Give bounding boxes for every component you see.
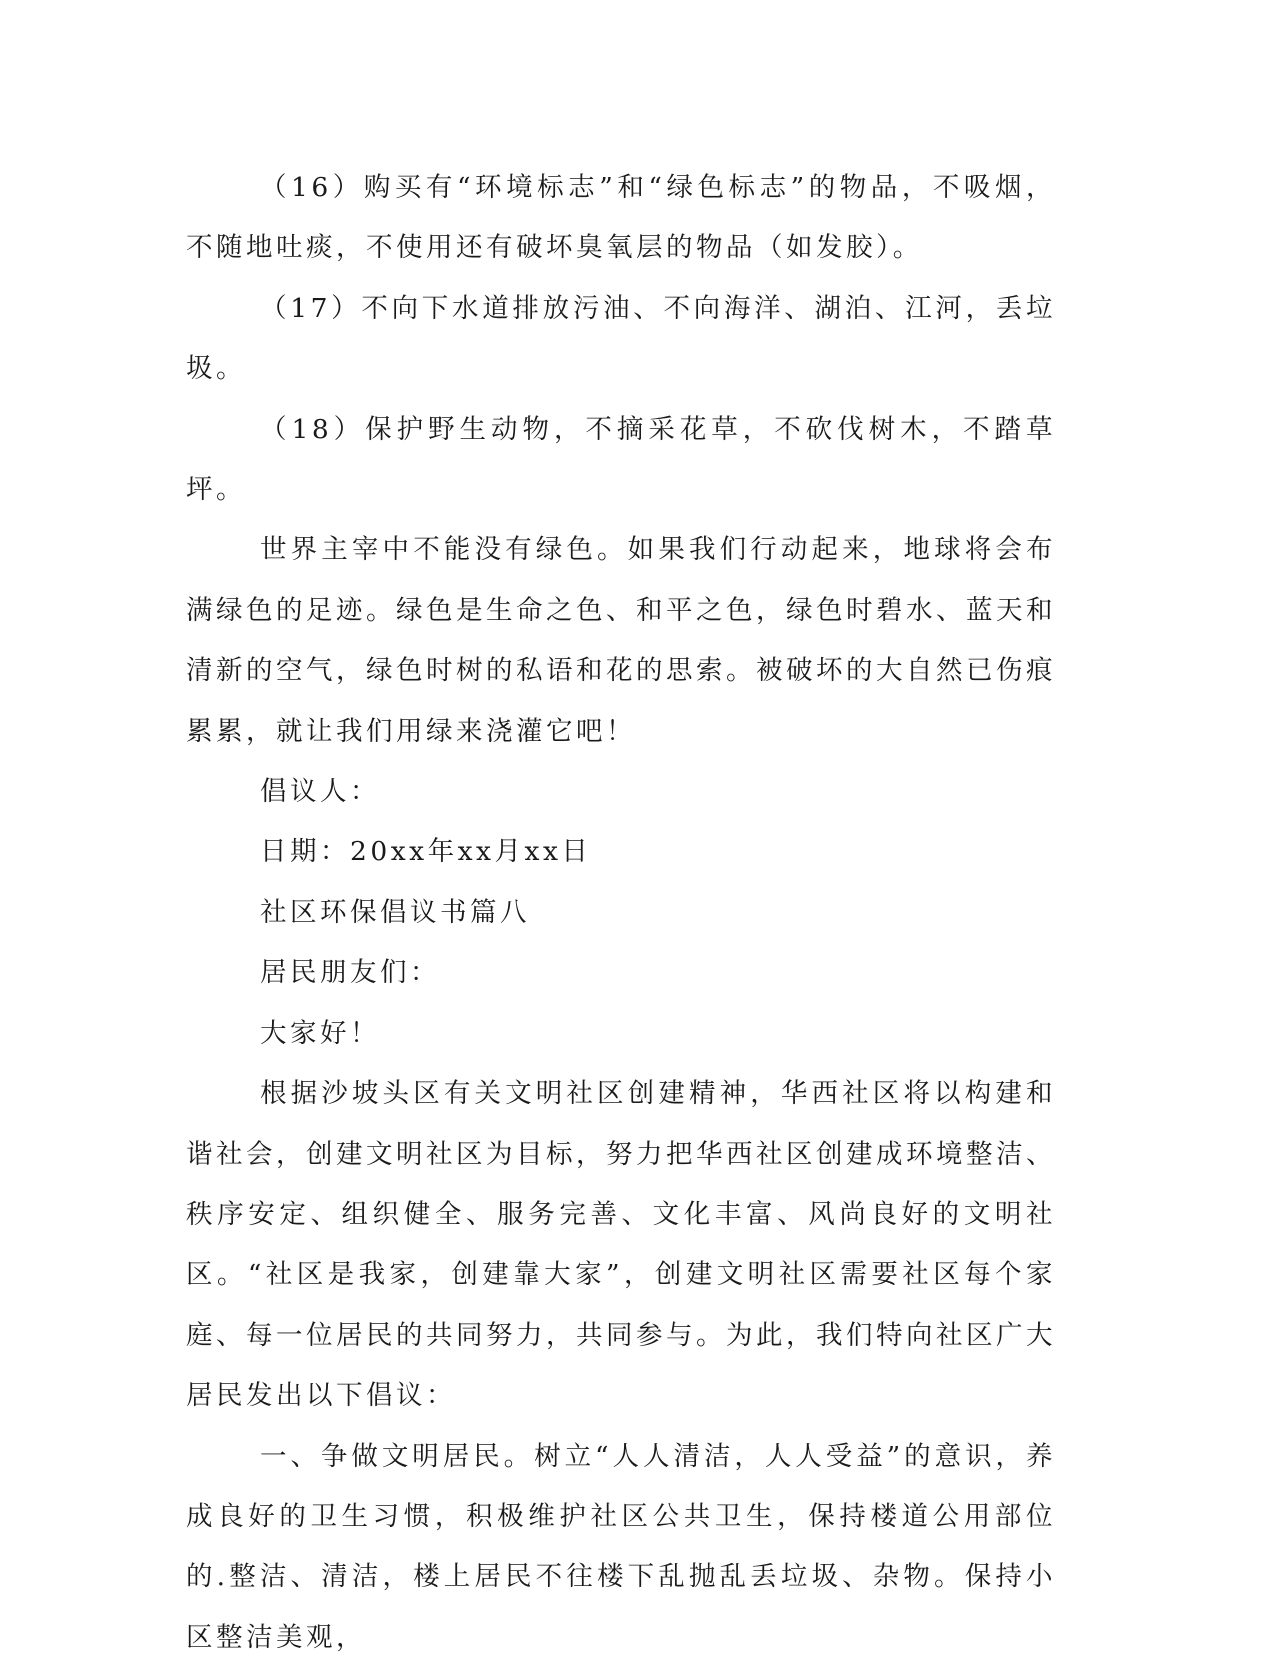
document-body xyxy=(186,158,1056,1668)
salutation-line: 居民朋友们： xyxy=(260,957,440,989)
date-line: 日期：20xx年xx月xx日 xyxy=(260,836,592,868)
greeting-line: 大家好！ xyxy=(260,1017,380,1049)
paragraph-item-16: （16）购买有“环境标志”和“绿色标志”的物品，不吸烟，不随地吐痰，不使用还有破坏臭氧层的物品（如发胶）。 xyxy=(186,172,1056,264)
paragraph-intro: 根据沙坡头区有关文明社区创建精神，华西社区将以构建和谐社会，创建文明社区为目标，努力把华西社区创建成环境整洁、秩序安定、组织健全、服务完善、文化丰富、风尚良好的文明社区。“社区是我家，创建靠大家”，创建文明社区需要社区每个家庭、每一位居民的共同努力，共同参与。为此，我们特向社区广大居民发出以下倡议： xyxy=(186,1078,1056,1412)
section-title: 社区环保倡议书篇八 xyxy=(260,896,530,928)
paragraph-item-1: 一、争做文明居民。树立“人人清洁，人人受益”的意识，养成良好的卫生习惯，积极维护社区公共卫生，保持楼道公用部位的.整洁、清洁，楼上居民不往楼下乱抛乱丢垃圾、杂物。保持小区整洁美观， xyxy=(186,1440,1056,1653)
paragraph-item-17: （17）不向下水道排放污油、不向海洋、湖泊、江河，丢垃圾。 xyxy=(186,292,1056,385)
paragraph-closing: 世界主宰中不能没有绿色。如果我们行动起来，地球将会布满绿色的足迹。绿色是生命之色、和平之色，绿色时碧水、蓝天和清新的空气，绿色时树的私语和花的思索。被破坏的大自然已伤痕累累，就让我们用绿来浇灌它吧！ xyxy=(186,534,1056,747)
paragraph-item-18: （18）保护野生动物，不摘采花草，不砍伐树木，不踏草坪。 xyxy=(186,413,1056,506)
initiator-line: 倡议人： xyxy=(260,776,380,808)
